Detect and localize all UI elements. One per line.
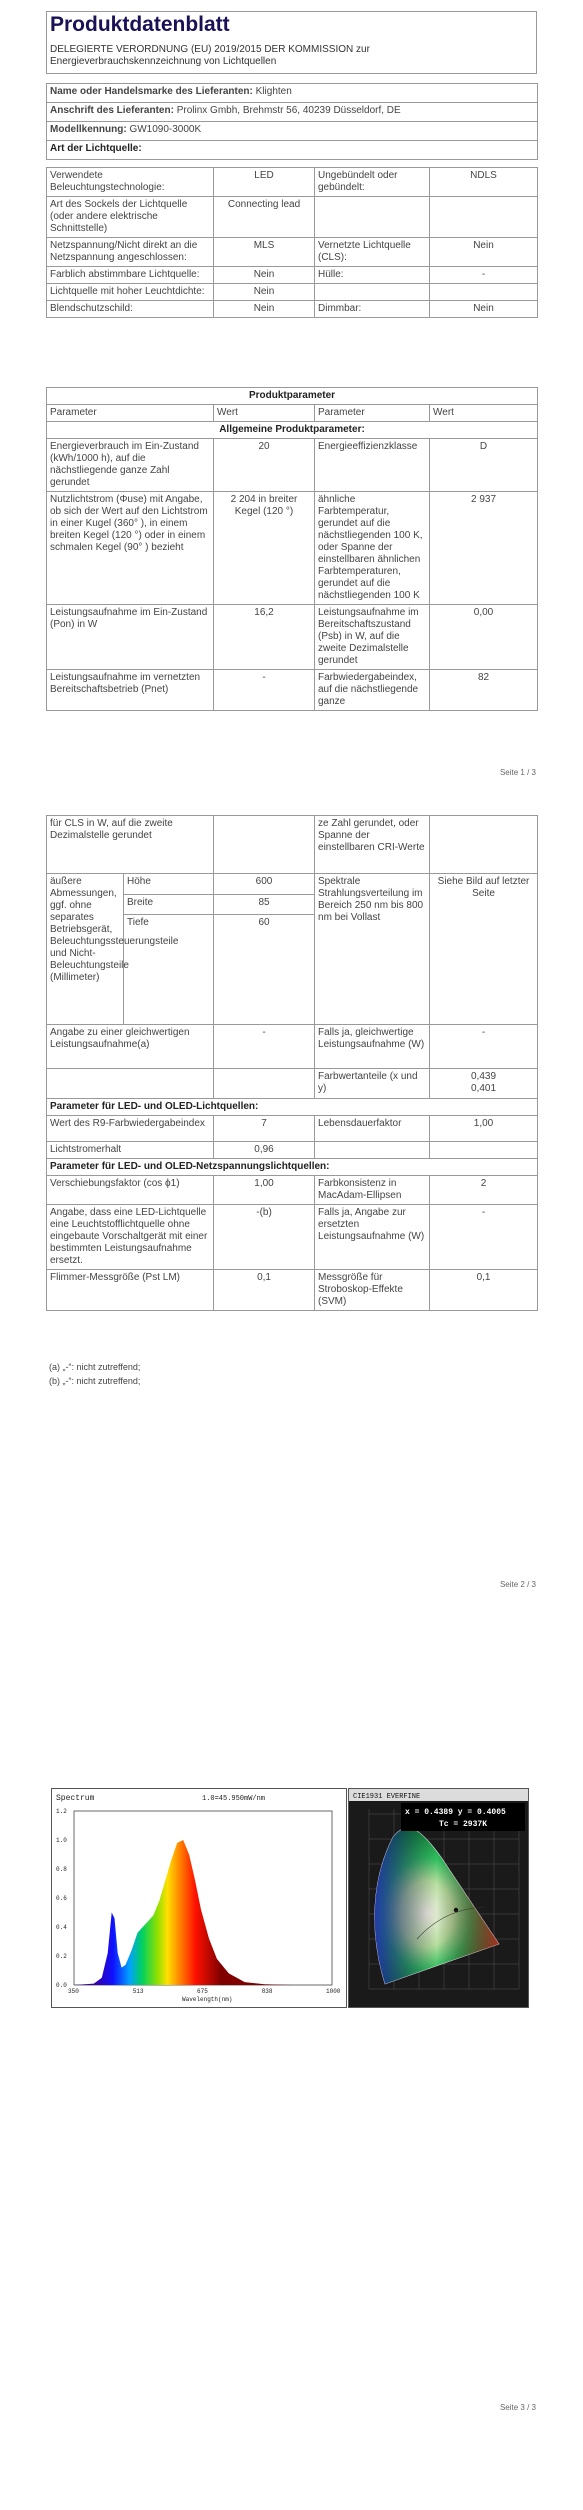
pf-label: Verschiebungsfaktor (cos ϕ1) (47, 1176, 214, 1205)
type-value: Connecting lead (214, 197, 315, 238)
address-label: Anschrift des Lieferanten: (50, 105, 174, 116)
x-tick-label: 838 (261, 1988, 273, 1995)
col-value-header: Wert (214, 405, 315, 422)
retrofit-label-2: Falls ja, Angabe zur ersetzten Leistungsaufnahme (W) (315, 1205, 430, 1270)
type-label: Art des Sockels der Lichtquelle (oder andere elektrische Schnittstelle) (47, 197, 214, 238)
type-label: Verwendete Beleuchtungstechnologie: (47, 168, 214, 197)
type-value-2 (430, 197, 538, 238)
type-row (47, 301, 538, 318)
type-label-2: Ungebündelt oder gebündelt: (315, 168, 430, 197)
param-value-2: D (430, 439, 538, 492)
x-tick-label: 350 (68, 1988, 79, 1995)
type-label-2: Hülle: (315, 267, 430, 284)
type-value: Nein (214, 267, 315, 284)
spectrum-title: Spectrum (56, 1794, 95, 1803)
flicker-label: Flimmer-Messgröße (Pst LM) (47, 1270, 214, 1311)
type-label-2: Vernetzte Lichtquelle (CLS): (315, 238, 430, 267)
type-label: Netzspannung/Nicht direkt an die Netzspannung angeschlossen: (47, 238, 214, 267)
y-tick-label: 1.2 (56, 1808, 67, 1815)
life-value: 1,00 (430, 1116, 538, 1142)
page-3-figures (51, 1788, 527, 2006)
param-label-2: Energieeffizienzklasse (315, 439, 430, 492)
type-value: Nein (214, 301, 315, 318)
type-row (47, 284, 538, 301)
param-value: 2 204 in breiter Kegel (120 °) (214, 492, 315, 605)
model-label: Modellkennung: (50, 124, 127, 135)
type-label-2 (315, 197, 430, 238)
y-tick-label: 1.0 (56, 1837, 67, 1844)
cie-title: CIE1931 EVERFINE (353, 1793, 421, 1801)
equiv-value-2: - (430, 1025, 538, 1069)
empty-cell (430, 816, 538, 874)
spectrum-chart (51, 1788, 347, 2008)
retrofit-label: Angabe, dass eine LED-Lichtquelle eine Leuchtstofflichtquelle ohne eingebaute Vorschaltgerät mit einer bestimmten Leistungsaufnahme ersetzt. (47, 1205, 214, 1270)
page-2 (0, 815, 583, 1615)
dim-value-2: 60 (214, 915, 315, 1025)
color-y: 0,401 (471, 1083, 497, 1094)
param-value-2: 2 937 (430, 492, 538, 605)
x-tick-label: 513 (132, 1988, 144, 1995)
cls-power-label-cont: für CLS in W, auf die zweite Dezimalstelle gerundet (47, 816, 214, 874)
type-row (47, 197, 538, 238)
address-value: Prolinx Gmbh, Brehmstr 56, 40239 Düsseldorf, DE (176, 105, 401, 116)
brand-label: Name oder Handelsmarke des Lieferanten: (50, 86, 253, 97)
chromaticity-point (454, 1908, 458, 1912)
type-label: Lichtquelle mit hoher Leuchtdichte: (47, 284, 214, 301)
r9-value: 7 (214, 1116, 315, 1142)
brand-value: Klighten (255, 86, 292, 97)
general-heading: Allgemeine Produktparameter: (47, 422, 538, 439)
cie-coords: x = 0.4389 y = 0.4005 (405, 1808, 506, 1817)
macadam-label: Farbkonsistenz in MacAdam-Ellipsen (315, 1176, 430, 1205)
type-row (47, 168, 538, 197)
param-value-2: 0,00 (430, 605, 538, 670)
life-label: Lebensdauerfaktor (315, 1116, 430, 1142)
empty-cell (430, 1142, 538, 1159)
type-value-2: - (430, 267, 538, 284)
empty-cell (214, 1069, 315, 1099)
color-values (430, 1069, 538, 1099)
type-heading: Art der Lichtquelle: (47, 141, 538, 160)
params-heading: Produktparameter (47, 388, 538, 405)
cie-tc: Tc = 2937K (439, 1820, 488, 1829)
empty-cell (47, 1069, 214, 1099)
type-label: Farblich abstimmbare Lichtquelle: (47, 267, 214, 284)
spectrum-area (74, 1840, 332, 1985)
type-value: LED (214, 168, 315, 197)
flicker-value: 0,1 (214, 1270, 315, 1311)
param-value: 16,2 (214, 605, 315, 670)
param-label: Energieverbrauch im Ein-Zustand (kWh/1000 h), auf die nächstliegende ganze Zahl gerundet (47, 439, 214, 492)
type-value-2: Nein (430, 238, 538, 267)
type-value: MLS (214, 238, 315, 267)
type-label-2 (315, 284, 430, 301)
dim-value-0: 600 (214, 874, 315, 895)
param-row (47, 492, 538, 605)
param-label-2: ähnliche Farbtemperatur, gerundet auf die nächstliegenden 100 K, oder Spanne der einstellbaren ähnlichen Farbtemperaturen, gerundet auf die nächstliegenden 100 K (315, 492, 430, 605)
x-tick-label: 1000 (326, 1988, 341, 1995)
y-tick-label: 0.6 (56, 1895, 67, 1902)
led-heading: Parameter für LED- und OLED-Lichtquellen: (47, 1099, 538, 1116)
dim-key-1: Breite (124, 894, 214, 915)
param-value: - (214, 670, 315, 711)
param-label: Leistungsaufnahme im Ein-Zustand (Pon) in W (47, 605, 214, 670)
footnote-b: (b) „-“: nicht zutreffend; (49, 1376, 141, 1386)
params-table (46, 387, 538, 711)
y-tick-label: 0.2 (56, 1953, 67, 1960)
r9-label: Wert des R9-Farbwiedergabeindex (47, 1116, 214, 1142)
equiv-value: - (214, 1025, 315, 1069)
dim-value-1: 85 (214, 894, 315, 915)
empty-cell (315, 1142, 430, 1159)
spectrum-peak-label: 1.0=45.950mW/nm (202, 1795, 266, 1803)
col-param-header-2: Parameter (315, 405, 430, 422)
type-row (47, 267, 538, 284)
page-number-2: Seite 2 / 3 (499, 1580, 536, 1589)
y-tick-label: 0.0 (56, 1982, 67, 1989)
retrofit-value-2: - (430, 1205, 538, 1270)
cie-diagram (348, 1788, 529, 2008)
param-label-2: Farbwiedergabeindex, auf die nächstliegende ganze (315, 670, 430, 711)
spectrum-svg (52, 1789, 346, 2007)
strobo-value: 0,1 (430, 1270, 538, 1311)
type-label-2: Dimmbar: (315, 301, 430, 318)
col-param-header: Parameter (47, 405, 214, 422)
param-row (47, 670, 538, 711)
type-value-2 (430, 284, 538, 301)
type-value-2: NDLS (430, 168, 538, 197)
retrofit-value: -(b) (214, 1205, 315, 1270)
regulation-subtitle: DELEGIERTE VERORDNUNG (EU) 2019/2015 DER KOMMISSION zur Energieverbrauchskennzeichnung von Lichtquellen (50, 44, 370, 67)
type-row (47, 238, 538, 267)
spectral-label: Spektrale Strahlungsverteilung im Bereich 250 nm bis 800 nm bei Vollast (315, 874, 430, 1025)
param-label: Leistungsaufnahme im vernetzten Bereitschaftsbetrieb (Pnet) (47, 670, 214, 711)
maint-label: Lichtstromerhalt (47, 1142, 214, 1159)
maint-value: 0,96 (214, 1142, 315, 1159)
cri-label-cont: ze Zahl gerundet, oder Spanne der einstellbaren CRI-Werte (315, 816, 430, 874)
spectrum-xlabel: Wavelength(nm) (182, 1996, 233, 2003)
strobo-label: Messgröße für Stroboskop-Effekte (SVM) (315, 1270, 430, 1311)
col-value-header-2: Wert (430, 405, 538, 422)
color-x: 0,439 (471, 1071, 497, 1082)
footnote-a: (a) „-“: nicht zutreffend; (49, 1362, 141, 1372)
param-row (47, 439, 538, 492)
dim-key-2: Tiefe (124, 915, 214, 1025)
params-table-cont (46, 815, 538, 1311)
param-row (47, 605, 538, 670)
cie-svg (349, 1789, 528, 2007)
dimensions-label: äußere Abmessungen, ggf. ohne separates Betriebsgerät, Beleuchtungssteuerungsteile und Nicht-Beleuchtungsteile (Millimeter) (47, 874, 124, 1025)
model-value: GW1090-3000K (129, 124, 202, 135)
param-label: Nutzlichtstrom (Φuse) mit Angabe, ob sich der Wert auf den Lichtstrom in einer Kugel (360° ), in einem breiten Kegel (120 °) oder in einem schmalen Kegel (90° ) bezieht (47, 492, 214, 605)
empty-cell (214, 816, 315, 874)
mls-heading: Parameter für LED- und OLED-Netzspannungslichtquellen: (47, 1159, 538, 1176)
page-1 (0, 0, 583, 795)
y-tick-label: 0.4 (56, 1924, 67, 1931)
page-number-1: Seite 1 / 3 (499, 768, 536, 777)
type-value: Nein (214, 284, 315, 301)
page-title: Produktdatenblatt (50, 13, 230, 36)
macadam-value: 2 (430, 1176, 538, 1205)
pf-value: 1,00 (214, 1176, 315, 1205)
y-tick-label: 0.8 (56, 1866, 67, 1873)
x-tick-label: 675 (197, 1988, 208, 1995)
dim-key-0: Höhe (124, 874, 214, 895)
supplier-table (46, 83, 538, 160)
type-table (46, 167, 538, 318)
type-label: Blendschutzschild: (47, 301, 214, 318)
equiv-label: Angabe zu einer gleichwertigen Leistungsaufnahme(a) (47, 1025, 214, 1069)
param-value-2: 82 (430, 670, 538, 711)
type-value-2: Nein (430, 301, 538, 318)
param-value: 20 (214, 439, 315, 492)
color-label: Farbwertanteile (x und y) (315, 1069, 430, 1099)
param-label-2: Leistungsaufnahme im Bereitschaftszustand (Psb) in W, auf die zweite Dezimalstelle gerundet (315, 605, 430, 670)
page-number-3: Seite 3 / 3 (499, 2403, 536, 2412)
spectral-value: Siehe Bild auf letzter Seite (430, 874, 538, 1025)
equiv-label-2: Falls ja, gleichwertige Leistungsaufnahme (W) (315, 1025, 430, 1069)
